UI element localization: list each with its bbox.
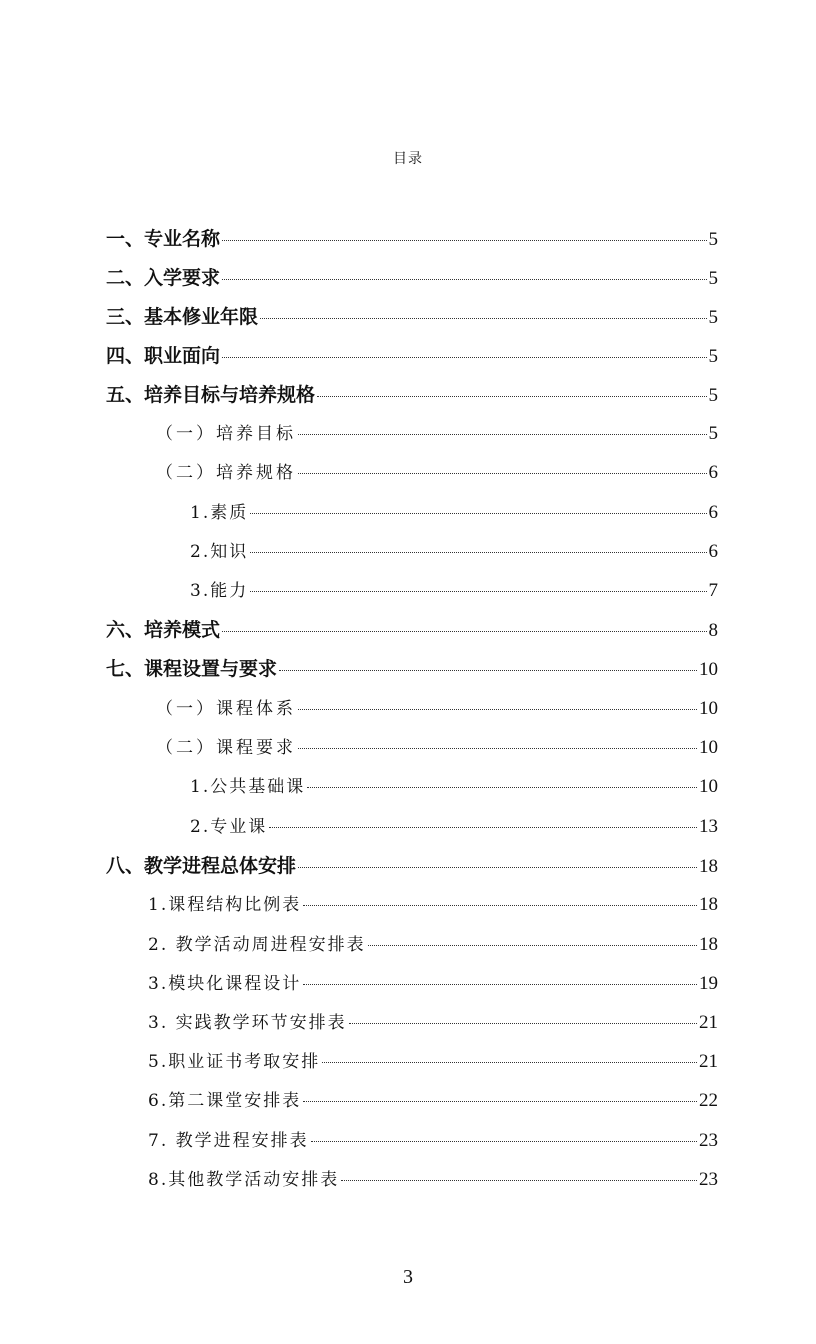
- toc-entry-label: （二）培养规格: [156, 463, 296, 483]
- toc-entry[interactable]: [148, 1165, 718, 1195]
- toc-entry-page: 10: [699, 737, 718, 758]
- toc-entry[interactable]: [106, 224, 718, 254]
- toc-entry-label: 七、课程设置与要求: [106, 658, 278, 680]
- dot-leader: [269, 827, 697, 828]
- dot-leader: [222, 631, 706, 632]
- toc-entry[interactable]: [190, 498, 718, 528]
- dot-leader: [222, 357, 706, 358]
- toc-entry-label: 3.能力: [190, 581, 249, 601]
- dot-leader: [222, 279, 706, 280]
- toc-entry-page: 18: [699, 856, 718, 877]
- toc-entry-label: 二、入学要求: [106, 267, 221, 289]
- toc-entry-page: 5: [708, 346, 718, 367]
- dot-leader: [222, 240, 706, 241]
- toc-entry-page: 23: [699, 1130, 718, 1151]
- toc-entry-page: 5: [708, 307, 718, 328]
- dot-leader: [303, 905, 697, 906]
- toc-entry-label: 1.公共基础课: [190, 777, 306, 797]
- toc-entry[interactable]: [106, 341, 718, 371]
- toc-entry-label: 2.知识: [190, 542, 249, 562]
- toc-entry-page: 6: [708, 541, 718, 562]
- toc-entry-page: 10: [699, 659, 718, 680]
- dot-leader: [298, 748, 697, 749]
- toc-entry-label: 三、基本修业年限: [106, 306, 259, 328]
- dot-leader: [298, 709, 697, 710]
- toc-entry[interactable]: [190, 772, 718, 802]
- toc-entry[interactable]: [190, 537, 718, 567]
- toc-entry-page: 10: [699, 776, 718, 797]
- dot-leader: [303, 1101, 697, 1102]
- toc-entry-page: 5: [708, 385, 718, 406]
- toc-entry-label: 6.第二课堂安排表: [148, 1091, 302, 1111]
- toc-entry-page: 18: [699, 934, 718, 955]
- toc-entry-label: 八、教学进程总体安排: [106, 855, 297, 877]
- toc-entry[interactable]: [106, 263, 718, 293]
- toc-entry-label: 5.职业证书考取安排: [148, 1052, 321, 1072]
- toc-entry-page: 10: [699, 698, 718, 719]
- toc-entry-label: 四、职业面向: [106, 345, 221, 367]
- dot-leader: [303, 984, 697, 985]
- toc-entry[interactable]: [156, 458, 718, 488]
- toc-entry-label: 7. 教学进程安排表: [148, 1131, 309, 1151]
- toc-entry[interactable]: [148, 1008, 718, 1038]
- toc-entry-label: 3. 实践教学环节安排表: [148, 1013, 347, 1033]
- toc-entry[interactable]: [156, 733, 718, 763]
- page-number: 3: [403, 1266, 413, 1288]
- toc-entry-page: 6: [708, 502, 718, 523]
- toc-entry-page: 19: [699, 973, 718, 994]
- dot-leader: [250, 552, 706, 553]
- toc-entry-label: 1.素质: [190, 503, 249, 523]
- toc-entry-page: 18: [699, 894, 718, 915]
- toc-entry-label: 2.专业课: [190, 817, 268, 837]
- toc-entry[interactable]: [148, 890, 718, 920]
- toc-entry-page: 13: [699, 816, 718, 837]
- dot-leader: [322, 1062, 697, 1063]
- dot-leader: [341, 1180, 697, 1181]
- toc-entry[interactable]: [106, 380, 718, 410]
- toc-title: 目录: [393, 151, 423, 167]
- dot-leader: [307, 787, 697, 788]
- toc-entry[interactable]: [190, 576, 718, 606]
- toc-entry-page: 22: [699, 1090, 718, 1111]
- toc-entry[interactable]: [156, 694, 718, 724]
- toc-entry[interactable]: [190, 812, 718, 842]
- toc-entry-label: （一）培养目标: [156, 424, 296, 444]
- toc-entry-page: 5: [708, 268, 718, 289]
- toc-entry-page: 21: [699, 1051, 718, 1072]
- toc-entry[interactable]: [106, 851, 718, 881]
- toc-entry[interactable]: [106, 302, 718, 332]
- dot-leader: [368, 945, 697, 946]
- toc-entry-page: 7: [708, 580, 718, 601]
- dot-leader: [298, 867, 697, 868]
- toc-entry-label: 1.课程结构比例表: [148, 895, 302, 915]
- dot-leader: [279, 670, 697, 671]
- toc-entry-label: 五、培养目标与培养规格: [106, 384, 316, 406]
- dot-leader: [317, 396, 706, 397]
- toc-entry[interactable]: [148, 1126, 718, 1156]
- toc-entry-page: 21: [699, 1012, 718, 1033]
- toc-entry-label: （二）课程要求: [156, 738, 296, 758]
- dot-leader: [349, 1023, 697, 1024]
- toc-entry[interactable]: [106, 654, 718, 684]
- toc-entry[interactable]: [106, 615, 718, 645]
- dot-leader: [250, 591, 706, 592]
- dot-leader: [298, 434, 707, 435]
- toc-entry-label: 2. 教学活动周进程安排表: [148, 935, 366, 955]
- dot-leader: [298, 473, 707, 474]
- toc-entry-label: 3.模块化课程设计: [148, 974, 302, 994]
- toc-entry[interactable]: [148, 969, 718, 999]
- toc-entry-page: 6: [708, 462, 718, 483]
- toc-entry[interactable]: [148, 930, 718, 960]
- toc-entry-label: （一）课程体系: [156, 699, 296, 719]
- toc-entry-label: 8.其他教学活动安排表: [148, 1170, 340, 1190]
- toc-entry-label: 六、培养模式: [106, 619, 221, 641]
- dot-leader: [260, 318, 706, 319]
- toc-entry-page: 8: [708, 620, 718, 641]
- toc-entry-label: 一、专业名称: [106, 228, 221, 250]
- toc-entry[interactable]: [148, 1047, 718, 1077]
- toc-entry-page: 5: [708, 423, 718, 444]
- toc-entry-page: 5: [708, 229, 718, 250]
- dot-leader: [250, 513, 706, 514]
- dot-leader: [311, 1141, 697, 1142]
- toc-entry[interactable]: [148, 1086, 718, 1116]
- toc-entry-page: 23: [699, 1169, 718, 1190]
- toc-entry[interactable]: [156, 419, 718, 449]
